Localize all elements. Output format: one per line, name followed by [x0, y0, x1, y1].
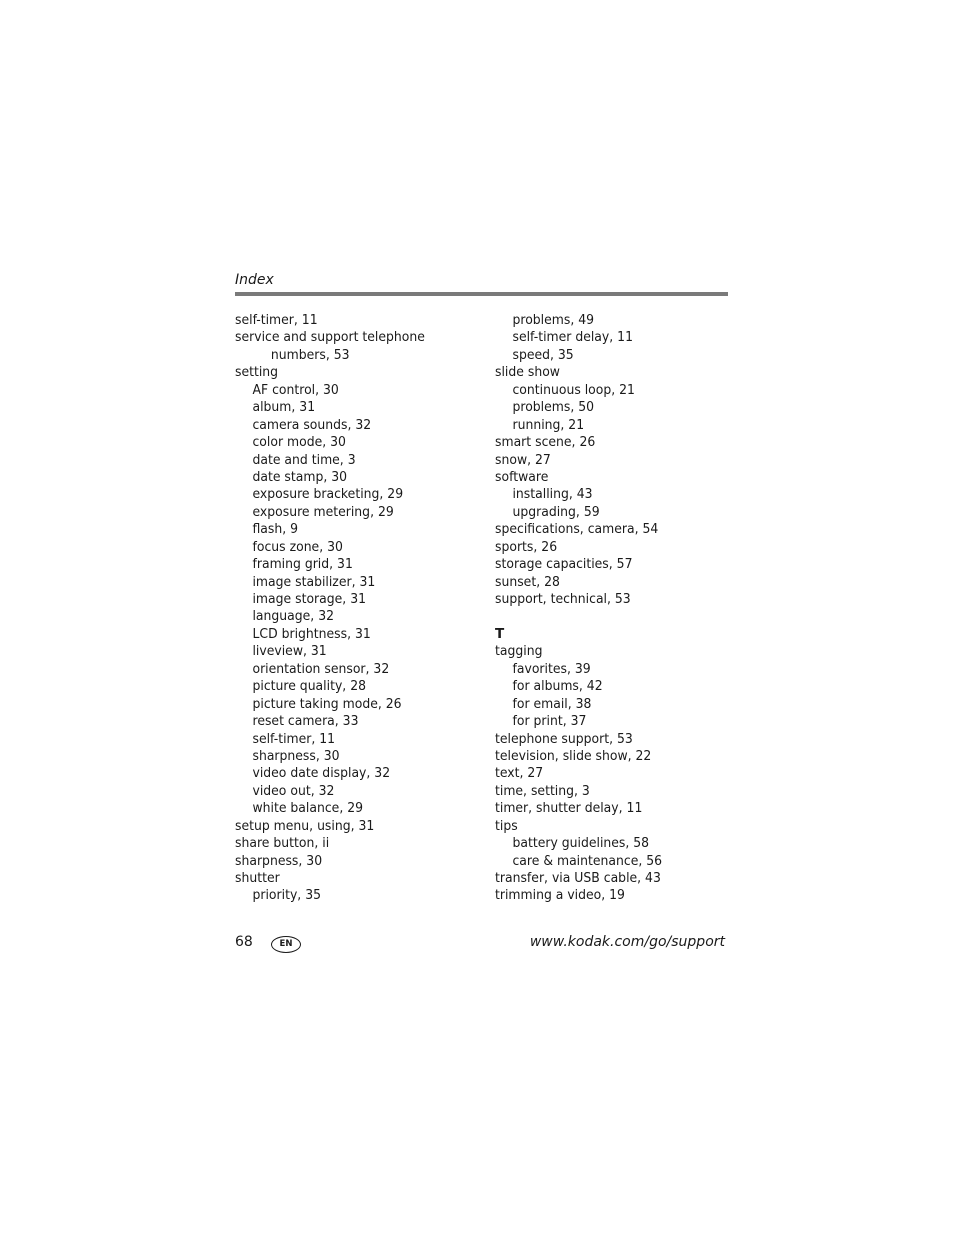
index-entry: specifications, camera, 54 — [495, 521, 659, 538]
index-subentry: sharpness, 30 — [252, 747, 340, 764]
index-entry: support, technical, 53 — [495, 591, 631, 607]
index-entry: setting — [235, 364, 279, 381]
index-entry: sunset, 28 — [495, 573, 560, 590]
index-entry: slide show — [495, 364, 560, 381]
index-subentry: installing, 43 — [512, 486, 593, 503]
index-entry: sports, 26 — [495, 538, 558, 555]
index-column-left — [235, 312, 475, 905]
index-subentry: white balance, 29 — [252, 800, 364, 817]
index-subentry: date stamp, 30 — [252, 468, 348, 485]
support-url-link[interactable]: www.kodak.com/go/support — [529, 934, 725, 950]
index-subentry: self-timer, 11 — [252, 730, 336, 747]
index-entry: storage capacities, 57 — [495, 556, 633, 573]
index-entry: snow, 27 — [495, 451, 551, 468]
index-subentry: self-timer delay, 11 — [512, 329, 633, 346]
index-subentry: camera sounds, 32 — [252, 416, 372, 433]
index-subentry: AF control, 30 — [252, 381, 339, 398]
index-subentry: numbers, 53 — [270, 346, 350, 363]
index-subentry: picture taking mode, 26 — [252, 695, 402, 712]
language-badge: EN — [271, 936, 301, 953]
index-subentry: exposure metering, 29 — [252, 503, 394, 520]
index-entry: time, setting, 3 — [495, 782, 590, 799]
index-subentry: focus zone, 30 — [252, 538, 343, 555]
index-entry: share button, ii — [235, 835, 330, 852]
index-entry: setup menu, using, 31 — [235, 817, 375, 834]
index-subentry: reset camera, 33 — [252, 713, 359, 730]
index-subentry: color mode, 30 — [252, 434, 346, 451]
index-subentry: picture quality, 28 — [252, 678, 366, 695]
index-entry: tips — [495, 817, 518, 834]
index-subentry: running, 21 — [512, 416, 585, 433]
index-entry: tagging — [495, 643, 543, 660]
index-entry: television, slide show, 22 — [495, 747, 652, 764]
header-rule — [235, 292, 728, 296]
index-spacer — [495, 608, 735, 625]
index-subentry: care & maintenance, 56 — [512, 852, 663, 869]
index-subentry: for albums, 42 — [512, 678, 603, 695]
index-subentry: continuous loop, 21 — [512, 381, 635, 398]
index-subentry: priority, 35 — [252, 887, 322, 904]
index-entry: trimming a video, 19 — [495, 887, 625, 904]
index-subentry: date and time, 3 — [252, 451, 356, 468]
index-subentry: framing grid, 31 — [252, 556, 353, 573]
index-subentry: for print, 37 — [512, 713, 587, 730]
index-entry: smart scene, 26 — [495, 434, 596, 451]
index-subentry: battery guidelines, 58 — [512, 835, 650, 852]
index-subentry: favorites, 39 — [512, 660, 591, 677]
page-number: 68 — [235, 934, 253, 950]
index-subentry: for email, 38 — [512, 695, 592, 712]
index-subentry: LCD brightness, 31 — [252, 625, 371, 642]
index-entry: text, 27 — [495, 765, 544, 782]
index-entry: telephone support, 53 — [495, 730, 633, 747]
index-subentry: video out, 32 — [252, 782, 335, 799]
index-subentry: image storage, 31 — [252, 591, 366, 607]
index-entry: service and support telephone — [235, 329, 425, 346]
index-entry: timer, shutter delay, 11 — [495, 800, 643, 817]
index-entry: sharpness, 30 — [235, 852, 323, 869]
index-entry: software — [495, 468, 549, 485]
index-subentry: language, 32 — [252, 608, 335, 625]
index-subentry: speed, 35 — [512, 346, 574, 363]
index-subentry: upgrading, 59 — [512, 503, 600, 520]
index-subentry: liveview, 31 — [252, 643, 327, 660]
index-entry: self-timer, 11 — [235, 312, 318, 328]
index-entry: shutter — [235, 870, 280, 886]
index-column-right — [495, 312, 735, 905]
index-subentry: exposure bracketing, 29 — [252, 486, 404, 503]
index-subentry: orientation sensor, 32 — [252, 660, 390, 677]
index-subentry: album, 31 — [252, 399, 316, 416]
index-subentry: video date display, 32 — [252, 765, 391, 782]
index-subentry: problems, 50 — [512, 399, 595, 416]
index-subentry: problems, 49 — [512, 312, 595, 328]
index-subentry: flash, 9 — [252, 521, 299, 538]
index-section-letter: T — [495, 625, 505, 642]
index-subentry: image stabilizer, 31 — [252, 573, 376, 590]
running-header-title: Index — [235, 272, 274, 288]
index-entry: transfer, via USB cable, 43 — [495, 870, 661, 886]
